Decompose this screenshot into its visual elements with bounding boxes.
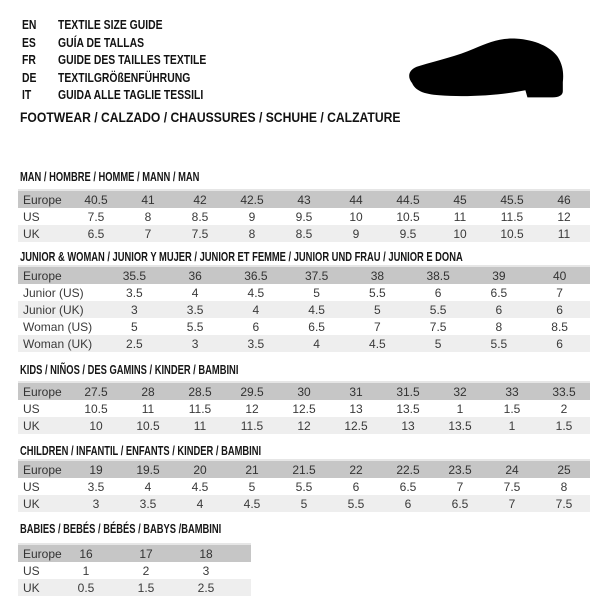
language-code: ES [22, 34, 36, 50]
size-cell: 4.5 [247, 285, 265, 300]
size-cell: 1.5 [503, 401, 521, 416]
row-label: UK [23, 580, 40, 595]
row-label: US [23, 563, 40, 578]
size-cell: 22.5 [396, 462, 420, 477]
size-cell: 6.5 [308, 319, 325, 334]
size-cell: 9 [248, 209, 256, 224]
row-label: Junior (UK) [23, 302, 84, 317]
size-cell: 3 [202, 563, 210, 578]
language-title: GUIDE DES TAILLES TEXTILE [58, 52, 207, 68]
size-cell: 3 [131, 302, 138, 317]
size-cell: 27.5 [84, 384, 108, 399]
language-code: DE [22, 69, 37, 85]
table-row [18, 383, 590, 400]
size-cell: 6.5 [87, 226, 105, 241]
size-cell: 11 [193, 418, 207, 433]
table-row [18, 417, 590, 434]
section-title-man: MAN / HOMBRE / HOMME / MANN / MAN [20, 169, 200, 184]
section-title-babies: BABIES / BEBÉS / BÉBÉS / BABYS /BAMBINI [20, 521, 222, 536]
size-cell: 13.5 [396, 401, 420, 416]
size-cell: 4.5 [369, 336, 386, 351]
size-cell: 23.5 [448, 462, 472, 477]
size-cell: 10.5 [500, 226, 524, 241]
size-table-man [18, 189, 590, 242]
table-row [18, 301, 590, 318]
size-cell: 11 [453, 209, 467, 224]
size-cell: 5 [434, 336, 442, 351]
table-row [18, 495, 590, 512]
table-row [18, 562, 251, 579]
row-label: US [23, 209, 40, 224]
language-row-de [22, 69, 243, 87]
size-cell: 1 [508, 418, 516, 433]
size-cell: 4.5 [308, 302, 325, 317]
table-row [18, 461, 590, 478]
size-cell: 5.5 [295, 479, 313, 494]
size-cell: 3.5 [87, 479, 105, 494]
size-cell: 6.5 [451, 496, 469, 511]
size-cell: 7.5 [191, 226, 209, 241]
size-cell: 44.5 [396, 192, 420, 207]
section-title-junior-woman: JUNIOR & WOMAN / JUNIOR Y MUJER / JUNIOR ET FEMME / JUNIOR UND FRAU / JUNIOR E DONA [20, 249, 463, 264]
size-table-junior-woman [18, 265, 590, 352]
size-cell: 40.5 [84, 192, 108, 207]
size-cell: 6 [252, 319, 260, 334]
size-cell: 11.5 [188, 401, 212, 416]
size-cell: 20 [193, 462, 207, 477]
language-row-it [22, 86, 243, 104]
size-cell: 35.5 [122, 268, 147, 283]
size-cell: 42 [193, 192, 207, 207]
size-cell: 12.5 [292, 401, 316, 416]
size-cell: 38 [370, 268, 385, 283]
size-cell: 42.5 [240, 192, 264, 207]
table-row [18, 478, 590, 495]
size-cell: 2 [560, 401, 568, 416]
size-cell: 8 [560, 479, 568, 494]
language-title: TEXTILGRÖßENFÜHRUNG [58, 69, 191, 85]
size-cell: 44 [349, 192, 363, 207]
size-cell: 10.5 [136, 418, 160, 433]
size-cell: 4.5 [191, 479, 209, 494]
size-cell: 13.5 [448, 418, 472, 433]
size-cell: 29.5 [240, 384, 264, 399]
size-cell: 21 [245, 462, 259, 477]
language-list [22, 16, 243, 104]
table-row [18, 284, 590, 301]
size-cell: 1.5 [137, 580, 155, 595]
size-cell: 19 [89, 462, 103, 477]
language-title: GUÍA DE TALLAS [58, 34, 145, 50]
size-cell: 18 [199, 546, 213, 561]
size-cell: 17 [139, 546, 153, 561]
size-cell: 4 [252, 302, 260, 317]
language-row-en [22, 16, 243, 34]
size-cell: 45 [453, 192, 467, 207]
row-label: UK [23, 496, 40, 511]
size-cell: 37.5 [304, 268, 329, 283]
size-cell: 5 [300, 496, 308, 511]
size-cell: 3.5 [126, 285, 143, 300]
size-cell: 5 [131, 319, 138, 334]
size-cell: 7.5 [429, 319, 447, 334]
size-cell: 3.5 [247, 336, 265, 351]
size-cell: 4 [144, 479, 152, 494]
size-cell: 4 [313, 336, 320, 351]
size-cell: 9.5 [295, 209, 313, 224]
size-cell: 9.5 [399, 226, 417, 241]
row-label: Europe [23, 462, 62, 477]
size-cell: 6 [434, 285, 442, 300]
size-cell: 2.5 [197, 580, 215, 595]
size-cell: 5 [313, 285, 320, 300]
size-cell: 22 [349, 462, 363, 477]
table-row [18, 545, 251, 562]
size-cell: 13 [349, 401, 363, 416]
table-row [18, 267, 590, 284]
category-heading: FOOTWEAR / CALZADO / CHAUSSURES / SCHUHE / CALZATURE [20, 110, 401, 125]
section-title-children: CHILDREN / INFANTIL / ENFANTS / KINDER / BAMBINI [20, 443, 262, 458]
row-label: Europe [23, 384, 62, 399]
size-cell: 3 [92, 496, 100, 511]
size-cell: 6 [352, 479, 360, 494]
size-cell: 1.5 [555, 418, 573, 433]
language-row-fr [22, 51, 243, 69]
size-cell: 5.5 [347, 496, 365, 511]
table-row [18, 191, 590, 208]
size-cell: 6 [404, 496, 412, 511]
size-cell: 16 [79, 546, 93, 561]
size-cell: 2 [142, 563, 150, 578]
size-cell: 10 [453, 226, 467, 241]
size-cell: 5.5 [490, 336, 508, 351]
size-cell: 4 [191, 285, 199, 300]
size-cell: 6 [556, 302, 563, 317]
size-cell: 40 [552, 268, 567, 283]
size-cell: 32 [453, 384, 467, 399]
table-row [18, 400, 590, 417]
size-cell: 33.5 [552, 384, 576, 399]
size-cell: 8 [248, 226, 256, 241]
size-cell: 3.5 [139, 496, 157, 511]
size-cell: 36 [188, 268, 202, 283]
size-table-children [18, 459, 590, 512]
size-table-babies [18, 543, 251, 596]
size-cell: 11.5 [500, 209, 524, 224]
size-cell: 6.5 [490, 285, 508, 300]
size-cell: 6 [495, 302, 503, 317]
size-cell: 9 [352, 226, 360, 241]
size-cell: 10.5 [396, 209, 420, 224]
size-cell: 3.5 [186, 302, 204, 317]
size-cell: 6.5 [399, 479, 417, 494]
size-cell: 10.5 [84, 401, 108, 416]
size-cell: 31 [349, 384, 363, 399]
size-cell: 28.5 [188, 384, 212, 399]
size-cell: 7 [556, 285, 563, 300]
size-cell: 39 [492, 268, 506, 283]
size-cell: 11 [557, 226, 571, 241]
table-row [18, 225, 590, 242]
row-label: Europe [23, 192, 62, 207]
table-row [18, 335, 590, 352]
size-cell: 3 [191, 336, 199, 351]
size-cell: 31.5 [396, 384, 420, 399]
size-cell: 46 [557, 192, 571, 207]
size-cell: 30 [297, 384, 311, 399]
row-label: UK [23, 226, 40, 241]
size-cell: 45.5 [500, 192, 524, 207]
size-cell: 43 [297, 192, 311, 207]
size-cell: 4 [196, 496, 204, 511]
size-cell: 8.5 [551, 319, 568, 334]
size-cell: 5.5 [186, 319, 204, 334]
size-cell: 21.5 [292, 462, 316, 477]
size-cell: 6 [556, 336, 563, 351]
size-cell: 10 [349, 209, 363, 224]
size-cell: 5 [248, 479, 256, 494]
size-cell: 36.5 [244, 268, 268, 283]
row-label: Woman (US) [23, 319, 93, 334]
language-code: FR [22, 52, 36, 68]
size-cell: 38.5 [426, 268, 450, 283]
size-cell: 1 [456, 401, 464, 416]
row-label: Junior (US) [23, 285, 84, 300]
language-title: TEXTILE SIZE GUIDE [58, 17, 163, 33]
size-cell: 19.5 [136, 462, 160, 477]
section-title-kids: KIDS / NIÑOS / DES GAMINS / KINDER / BAMBINI [20, 362, 239, 377]
size-cell: 7.5 [87, 209, 105, 224]
size-cell: 5 [374, 302, 381, 317]
size-cell: 33 [505, 384, 519, 399]
size-cell: 7.5 [555, 496, 573, 511]
language-code: EN [22, 17, 37, 33]
size-cell: 28 [141, 384, 155, 399]
table-row [18, 579, 251, 596]
language-row-es [22, 34, 243, 52]
size-cell: 10 [89, 418, 103, 433]
row-label: Woman (UK) [23, 336, 93, 351]
size-cell: 8.5 [191, 209, 209, 224]
size-cell: 12 [245, 401, 259, 416]
table-row [18, 208, 590, 225]
size-cell: 7.5 [503, 479, 521, 494]
table-row [18, 318, 590, 335]
size-cell: 8.5 [295, 226, 313, 241]
language-code: IT [22, 87, 32, 103]
size-cell: 7 [508, 496, 516, 511]
size-cell: 24 [505, 462, 519, 477]
size-cell: 8 [495, 319, 503, 334]
row-label: Europe [23, 546, 62, 561]
row-label: Europe [23, 268, 62, 283]
size-cell: 8 [144, 209, 152, 224]
size-cell: 1 [82, 563, 90, 578]
row-label: UK [23, 418, 40, 433]
size-cell: 2.5 [126, 336, 143, 351]
size-cell: 41 [141, 192, 155, 207]
size-cell: 7 [456, 479, 464, 494]
size-cell: 0.5 [77, 580, 95, 595]
size-cell: 11 [141, 401, 155, 416]
size-cell: 5.5 [429, 302, 447, 317]
row-label: US [23, 479, 40, 494]
size-cell: 12 [557, 209, 571, 224]
size-cell: 12 [297, 418, 311, 433]
size-table-kids [18, 381, 590, 434]
row-label: US [23, 401, 40, 416]
size-cell: 7 [374, 319, 381, 334]
size-cell: 12.5 [344, 418, 368, 433]
size-cell: 11.5 [240, 418, 264, 433]
size-cell: 4.5 [243, 496, 261, 511]
dress-shoe-icon [404, 36, 578, 104]
size-cell: 5.5 [369, 285, 386, 300]
size-cell: 7 [144, 226, 152, 241]
size-cell: 13 [401, 418, 415, 433]
size-cell: 25 [557, 462, 571, 477]
language-title: GUIDA ALLE TAGLIE TESSILI [58, 87, 204, 103]
